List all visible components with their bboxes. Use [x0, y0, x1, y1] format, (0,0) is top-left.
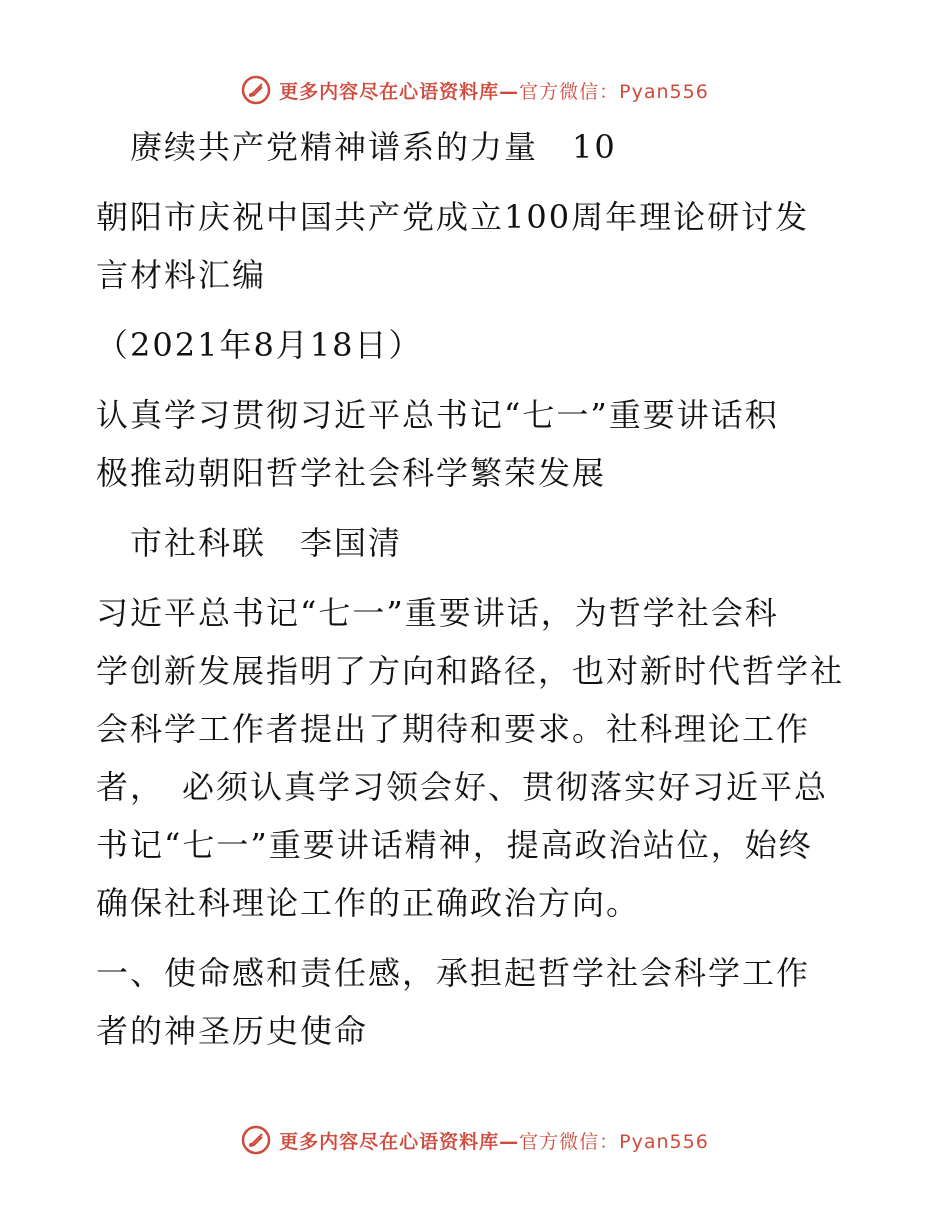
paragraph-line: 确保社科理论工作的正确政治方向。 — [96, 884, 641, 922]
article-title-line-2: 极推动朝阳哲学社会科学繁荣发展 — [96, 454, 607, 492]
collection-title-line-2: 言材料汇编 — [96, 256, 267, 294]
watermark-banner-bottom — [0, 1120, 950, 1160]
quill-logo-icon — [241, 75, 271, 105]
collection-title-line-1: 朝阳市庆祝中国共产党成立100周年理论研讨发 — [96, 198, 810, 236]
watermark-separator: — — [499, 80, 520, 103]
watermark-banner-top — [0, 70, 950, 110]
watermark-contact: 官方微信：Pyan556 — [519, 80, 709, 103]
paragraph-line: 学创新发展指明了方向和路径，也对新时代哲学社 — [96, 652, 845, 690]
quill-logo-icon — [241, 1125, 271, 1155]
paragraph-line: 会科学工作者提出了期待和要求。社科理论工作 — [96, 710, 811, 748]
author-line: 市社科联 李国清 — [96, 524, 403, 562]
watermark-separator: — — [499, 1130, 520, 1153]
section-heading-line-1: 一、使命感和责任感，承担起哲学社会科学工作 — [96, 954, 811, 992]
paragraph-line: 习近平总书记“七一”重要讲话，为哲学社会科 — [96, 594, 779, 632]
watermark-text: 更多内容尽在心语资料库 — [279, 1130, 500, 1153]
paragraph-line: 者， 必须认真学习领会好、贯彻落实好习近平总 — [96, 768, 829, 806]
paragraph-line: 书记“七一”重要讲话精神，提高政治站位，始终 — [96, 826, 813, 864]
watermark-contact: 官方微信：Pyan556 — [519, 1130, 709, 1153]
document-date: （2021年8月18日） — [96, 326, 423, 364]
watermark-text: 更多内容尽在心语资料库 — [279, 80, 500, 103]
article-title-line-1: 认真学习贯彻习近平总书记“七一”重要讲话积 — [96, 396, 779, 434]
section-heading-line-2: 者的神圣历史使命 — [96, 1012, 369, 1050]
document-body — [96, 118, 856, 1060]
document-title: 赓续共产党精神谱系的力量 10 — [96, 128, 617, 166]
